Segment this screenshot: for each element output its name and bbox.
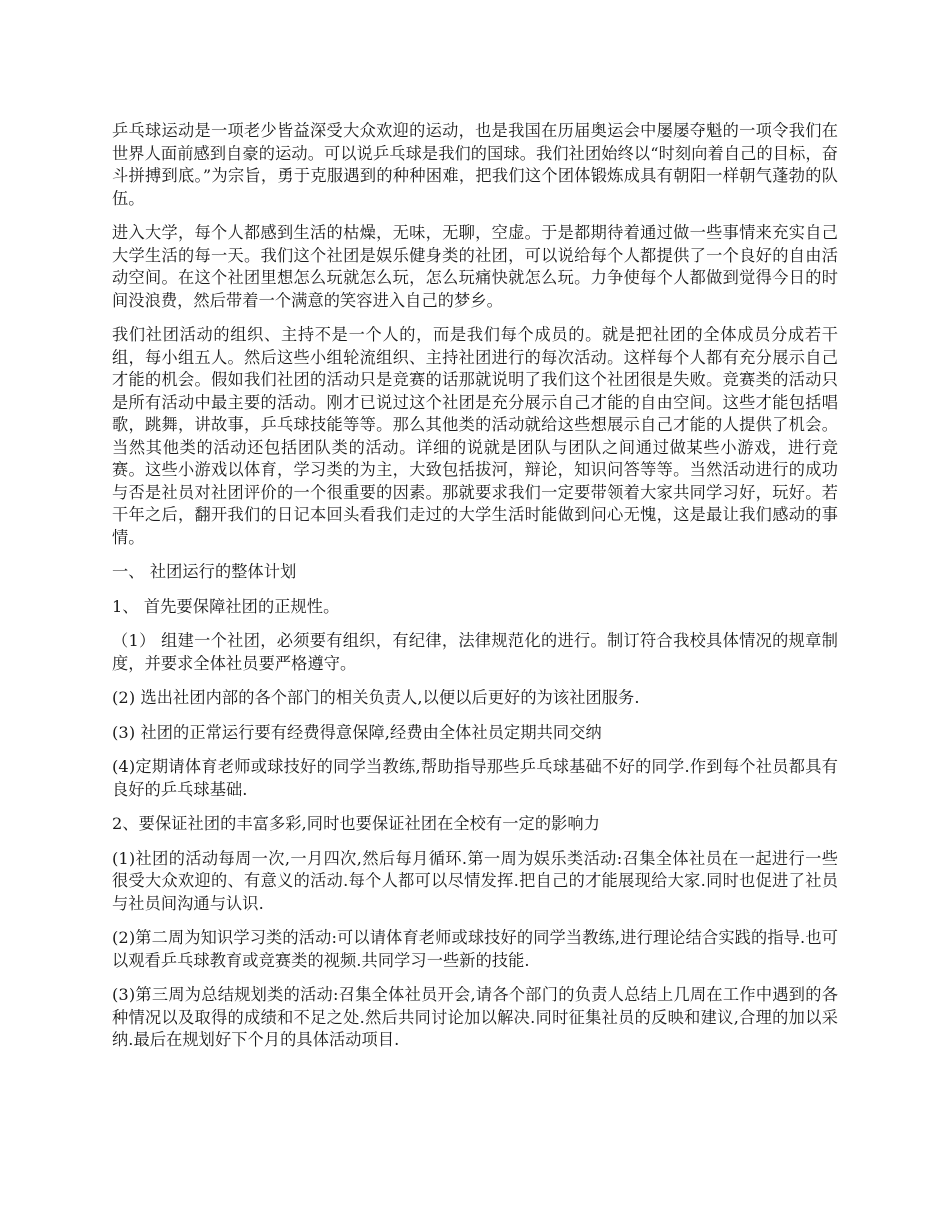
subheading-regularity: 1、 首先要保障社团的正规性。 (112, 596, 340, 616)
list-item-3: (3) 社团的正常运行要有经费得意保障,经费由全体社员定期共同交纳 (112, 722, 602, 742)
section-heading-overall-plan: 一、 社团运行的整体计划 (112, 562, 297, 581)
list-item-2: (2) 选出社团内部的各个部门的相关负责人,以便以后更好的为该社团服务. (112, 688, 640, 707)
week-3-item: (3)第三周为总结规划类的活动:召集全体社员开会,请各个部门的负责人总结上几周在工作中遇到的各种情况以及取得的成绩和不足之处.然后共同讨论加以解决.同时征集社员的反映和建议,合理的加以采纳.最后在规划好下个月的具体活动项目. (112, 985, 838, 1049)
list-item-4: (4)定期请体育老师或球技好的同学当教练,帮助指导那些乒乓球基础不好的同学.作到每个社员都具有良好的乒乓球基础. (112, 757, 838, 799)
subheading-variety: 2、要保证社团的丰富多彩,同时也要保证社团在全校有一定的影响力 (112, 814, 600, 833)
list-item-1: （1） 组建一个社团，必须要有组织，有纪律，法律规范化的进行。制订符合我校具体情况的规章制度，并要求全体社员要严格遵守。 (112, 631, 838, 673)
university-life-paragraph: 进入大学，每个人都感到生活的枯燥，无味，无聊，空虚。于是都期待着通过做一些事情来充实自己大学生活的每一天。我们这个社团是娱乐健身类的社团，可以说给每个人都提供了一个良好的自由活动空间。在这个社团里想怎么玩就怎么玩，怎么玩痛快就怎么玩。力争使每个人都做到觉得今日的时间没浪费，然后带着一个满意的笑容进入自己的梦乡。 (112, 223, 838, 310)
document-page (112, 120, 838, 1064)
week-2-item: (2)第二周为知识学习类的活动:可以请体育老师或球技好的同学当教练,进行理论结合实践的指导.也可以观看乒乓球教育或竞赛类的视频.共同学习一些新的技能. (112, 928, 838, 970)
week-1-item: (1)社团的活动每周一次,一月四次,然后每月循环.第一周为娱乐类活动:召集全体社员在一起进行一些很受大众欢迎的、有意义的活动.每个人都可以尽情发挥.把自己的才能展现给大家.同时也促进了社员与社员间沟通与认识. (112, 848, 838, 913)
activity-organization-paragraph: 我们社团活动的组织、主持不是一个人的，而是我们每个成员的。就是把社团的全体成员分成若干组，每小组五人。然后这些小组轮流组织、主持社团进行的每次活动。这样每个人都有充分展示自己才能的机会。假如我们社团的活动只是竞赛的话那就说明了我们这个社团很是失败。竞赛类的活动只是所有活动中最主要的活动。刚才已说过这个社团是充分展示自己才能的自由空间。这些才能包括唱歌，跳舞，讲故事，乒乓球技能等等。那么其他类的活动就给这些想展示自己才能的人提供了机会。当然其他类的活动还包括团队类的活动。详细的说就是团队与团队之间通过做某些小游戏，进行竞赛。这些小游戏以体育，学习类的为主，大致包括拔河，辩论，知识问答等等。当然活动进行的成功与否是社员对社团评价的一个很重要的因素。那就要求我们一定要带领着大家共同学习好，玩好。若干年之后，翻开我们的日记本回头看我们走过的大学生活时能做到问心无愧，这是最让我们感动的事情。 (112, 325, 838, 547)
intro-paragraph: 乒乓球运动是一项老少皆益深受大众欢迎的运动，也是我国在历届奥运会中屡屡夺魁的一项令我们在世界人面前感到自豪的运动。可以说乒乓球是我们的国球。我们社团始终以“时刻向着自己的目标，奋斗拼搏到底。”为宗旨，勇于克服遇到的种种困难，把我们这个团体锻炼成具有朝阳一样朝气蓬勃的队伍。 (112, 121, 838, 208)
